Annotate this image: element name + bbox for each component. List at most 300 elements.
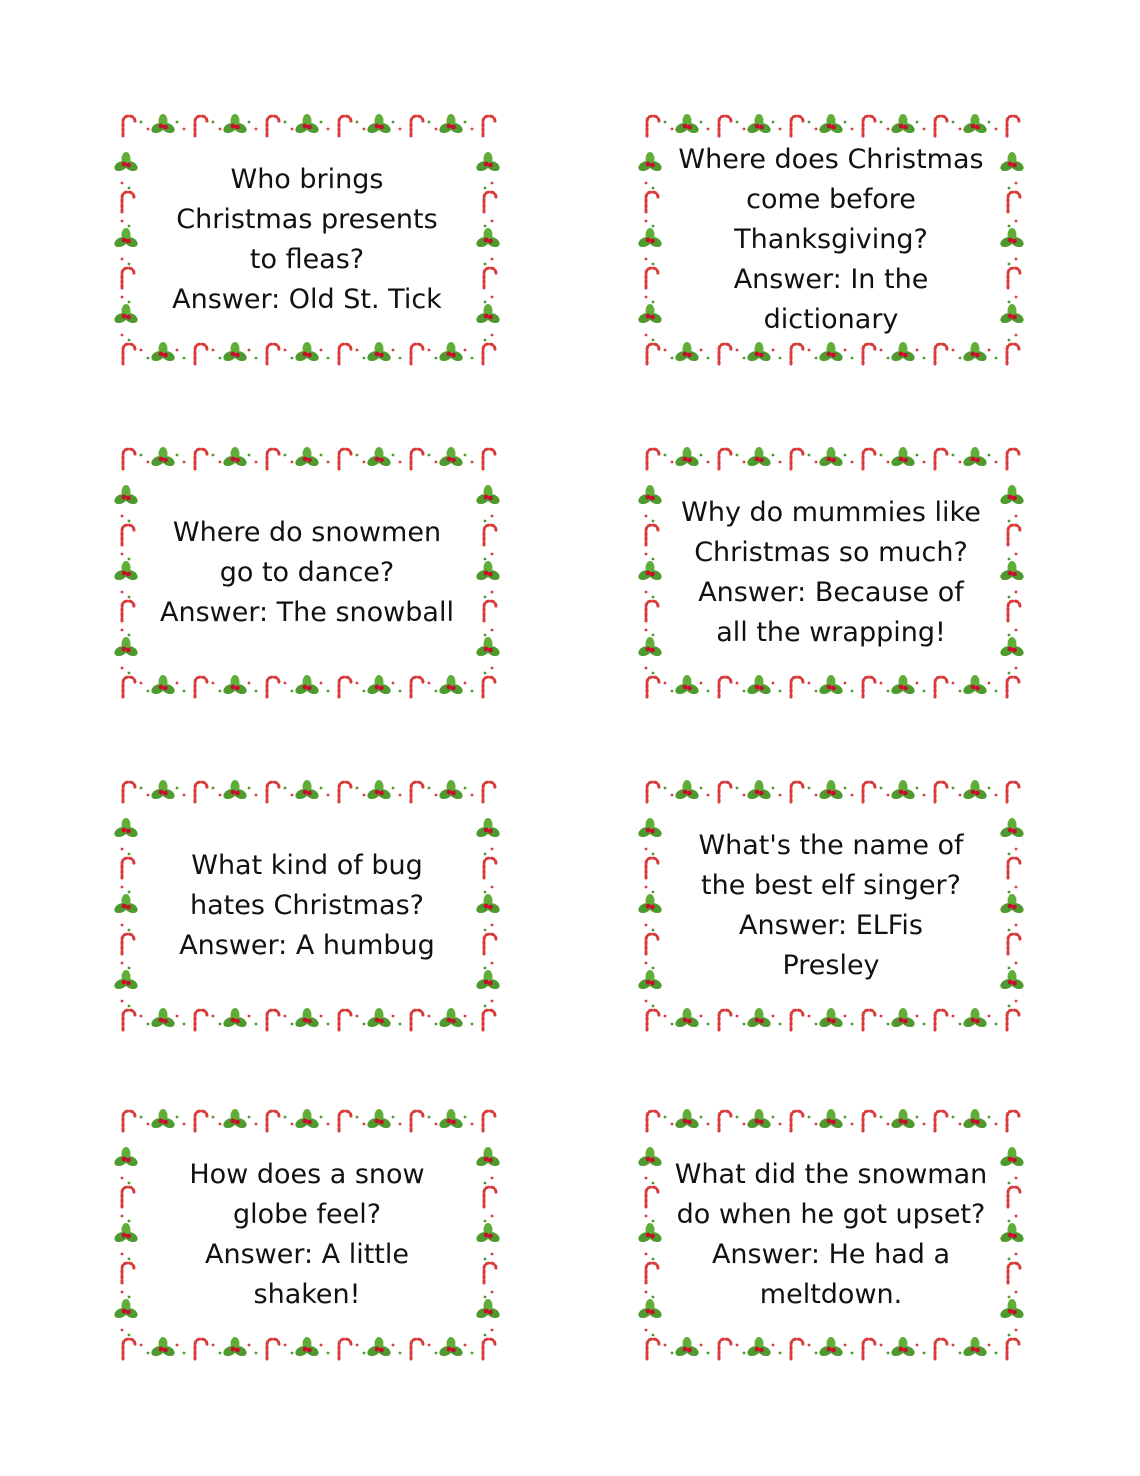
- riddle-line: come before: [746, 184, 916, 215]
- candy-cane-icon: [1008, 858, 1020, 878]
- dot-icon: [1015, 553, 1018, 556]
- dot-icon: [212, 787, 215, 790]
- dot-icon: [923, 1352, 926, 1355]
- dot-icon: [1015, 1000, 1018, 1003]
- dot-icon: [1015, 515, 1018, 518]
- dot-icon: [743, 690, 746, 693]
- candy-cane-icon: [647, 1339, 659, 1359]
- dot-icon: [284, 1015, 287, 1018]
- dot-icon: [645, 591, 648, 594]
- candy-cane-icon: [195, 1339, 207, 1359]
- holly-icon: [475, 818, 501, 839]
- candy-cane-icon: [484, 1187, 496, 1207]
- answer-line: Answer: Because of: [698, 577, 964, 608]
- holly-icon: [222, 342, 248, 363]
- dot-icon: [772, 1116, 775, 1119]
- dot-icon: [121, 182, 124, 185]
- dot-icon: [219, 1123, 222, 1126]
- dot-icon: [428, 1015, 431, 1018]
- dot-icon: [988, 1015, 991, 1018]
- dot-icon: [671, 357, 674, 360]
- dot-icon: [212, 682, 215, 685]
- dot-icon: [435, 690, 438, 693]
- dot-icon: [652, 1220, 655, 1223]
- dot-icon: [491, 962, 494, 965]
- candy-cane-icon: [791, 782, 803, 802]
- dot-icon: [248, 121, 251, 124]
- dot-icon: [707, 1023, 710, 1026]
- dot-icon: [808, 1116, 811, 1119]
- dot-icon: [128, 853, 131, 856]
- dot-icon: [255, 1352, 258, 1355]
- candy-cane-icon: [646, 934, 658, 954]
- dot-icon: [995, 357, 998, 360]
- answer-line: all the wrapping!: [716, 617, 946, 648]
- candy-cane-icon: [123, 782, 135, 802]
- holly-icon: [746, 780, 772, 801]
- holly-icon: [637, 152, 663, 173]
- dot-icon: [808, 682, 811, 685]
- candy-cane-icon: [791, 677, 803, 697]
- dot-icon: [815, 461, 818, 464]
- dot-icon: [916, 349, 919, 352]
- candy-cane-icon: [791, 116, 803, 136]
- candy-cane-icon: [122, 858, 134, 878]
- dot-icon: [183, 461, 186, 464]
- dot-icon: [1008, 1220, 1011, 1223]
- dot-icon: [743, 1123, 746, 1126]
- dot-icon: [484, 1182, 487, 1185]
- dot-icon: [121, 296, 124, 299]
- holly-icon: [113, 1147, 139, 1168]
- dot-icon: [916, 787, 919, 790]
- dot-icon: [887, 461, 890, 464]
- holly-icon: [366, 675, 392, 696]
- holly-icon: [113, 818, 139, 839]
- dot-icon: [808, 121, 811, 124]
- holly-icon: [113, 304, 139, 325]
- dot-icon: [844, 454, 847, 457]
- dot-icon: [1015, 334, 1018, 337]
- candy-cane-icon: [122, 525, 134, 545]
- dot-icon: [128, 1258, 131, 1261]
- riddle-line: go to dance?: [219, 557, 395, 588]
- dot-icon: [988, 121, 991, 124]
- holly-icon: [674, 114, 700, 135]
- dot-icon: [176, 121, 179, 124]
- answer-line: Answer: In the: [733, 264, 929, 295]
- holly-icon: [113, 1223, 139, 1244]
- candy-cane-icon: [791, 344, 803, 364]
- candy-cane-icon: [719, 677, 731, 697]
- dot-icon: [491, 182, 494, 185]
- dot-icon: [736, 1116, 739, 1119]
- riddle-line: What kind of bug: [191, 850, 423, 881]
- dot-icon: [645, 629, 648, 632]
- dot-icon: [147, 357, 150, 360]
- dot-icon: [121, 924, 124, 927]
- holly-icon: [222, 1008, 248, 1029]
- candy-cane-icon: [935, 782, 947, 802]
- holly-icon: [475, 1299, 501, 1320]
- candy-cane-icon: [1007, 344, 1019, 364]
- dot-icon: [851, 794, 854, 797]
- dot-icon: [291, 794, 294, 797]
- dot-icon: [1015, 1253, 1018, 1256]
- dot-icon: [851, 690, 854, 693]
- dot-icon: [652, 634, 655, 637]
- dot-icon: [1008, 1296, 1011, 1299]
- candy-cane-icon: [484, 268, 496, 288]
- dot-icon: [219, 1023, 222, 1026]
- dot-icon: [491, 886, 494, 889]
- dot-icon: [652, 1334, 655, 1337]
- dot-icon: [916, 121, 919, 124]
- holly-icon: [999, 561, 1025, 582]
- dot-icon: [491, 296, 494, 299]
- holly-icon: [475, 152, 501, 173]
- holly-icon: [222, 1109, 248, 1130]
- dot-icon: [128, 1220, 131, 1223]
- dot-icon: [392, 121, 395, 124]
- candy-cane-icon: [195, 449, 207, 469]
- dot-icon: [707, 1123, 710, 1126]
- candy-cane-icon: [339, 1010, 351, 1030]
- dot-icon: [1008, 187, 1011, 190]
- dot-icon: [356, 1344, 359, 1347]
- candy-cane-icon: [647, 782, 659, 802]
- holly-icon: [113, 1299, 139, 1320]
- holly-icon: [475, 637, 501, 658]
- dot-icon: [291, 461, 294, 464]
- holly-icon: [746, 447, 772, 468]
- dot-icon: [484, 1220, 487, 1223]
- dot-icon: [952, 682, 955, 685]
- holly-icon: [475, 970, 501, 991]
- holly-icon: [890, 1109, 916, 1130]
- dot-icon: [1015, 1291, 1018, 1294]
- dot-icon: [671, 128, 674, 131]
- riddle-card-2: [636, 110, 1026, 370]
- candy-cane-icon: [1007, 116, 1019, 136]
- dot-icon: [121, 1253, 124, 1256]
- dot-icon: [880, 787, 883, 790]
- dot-icon: [399, 1023, 402, 1026]
- dot-icon: [491, 924, 494, 927]
- answer-line: meltdown.: [759, 1279, 903, 1310]
- dot-icon: [121, 667, 124, 670]
- dot-icon: [428, 682, 431, 685]
- holly-icon: [999, 818, 1025, 839]
- dot-icon: [363, 1123, 366, 1126]
- dot-icon: [320, 1015, 323, 1018]
- candy-cane-icon: [1008, 1263, 1020, 1283]
- dot-icon: [248, 1344, 251, 1347]
- riddle-line: to fleas?: [249, 244, 365, 275]
- dot-icon: [128, 225, 131, 228]
- dot-icon: [988, 1116, 991, 1119]
- candy-cane-icon: [411, 344, 423, 364]
- dot-icon: [128, 1005, 131, 1008]
- dot-icon: [959, 690, 962, 693]
- candy-cane-icon: [719, 1339, 731, 1359]
- holly-icon: [150, 1109, 176, 1130]
- dot-icon: [652, 929, 655, 932]
- dot-icon: [140, 121, 143, 124]
- dot-icon: [652, 967, 655, 970]
- riddle-line: the best elf singer?: [701, 870, 961, 901]
- dot-icon: [959, 128, 962, 131]
- holly-icon: [438, 342, 464, 363]
- dot-icon: [652, 558, 655, 561]
- holly-icon: [999, 228, 1025, 249]
- dot-icon: [128, 672, 131, 675]
- dot-icon: [176, 349, 179, 352]
- dot-icon: [887, 794, 890, 797]
- dot-icon: [491, 667, 494, 670]
- candy-cane-icon: [863, 344, 875, 364]
- dot-icon: [1015, 667, 1018, 670]
- dot-icon: [988, 1344, 991, 1347]
- holly-icon: [674, 1337, 700, 1358]
- candy-cane-icon: [267, 1010, 279, 1030]
- riddle-text: [666, 473, 996, 673]
- riddle-line: hates Christmas?: [190, 890, 424, 921]
- dot-icon: [880, 121, 883, 124]
- riddle-line: Where do snowmen: [172, 517, 442, 548]
- dot-icon: [435, 1123, 438, 1126]
- candy-cane-icon: [719, 1010, 731, 1030]
- dot-icon: [491, 553, 494, 556]
- candy-cane-icon: [647, 1010, 659, 1030]
- dot-icon: [471, 1123, 474, 1126]
- dot-icon: [248, 682, 251, 685]
- dot-icon: [916, 1344, 919, 1347]
- dot-icon: [176, 682, 179, 685]
- dot-icon: [219, 1352, 222, 1355]
- candy-cane-icon: [267, 782, 279, 802]
- candy-cane-icon: [646, 268, 658, 288]
- holly-icon: [366, 1109, 392, 1130]
- dot-icon: [1008, 1005, 1011, 1008]
- candy-cane-icon: [267, 344, 279, 364]
- dot-icon: [248, 1015, 251, 1018]
- dot-icon: [736, 1015, 739, 1018]
- dot-icon: [212, 454, 215, 457]
- candy-cane-icon: [123, 1339, 135, 1359]
- candy-cane-icon: [646, 1263, 658, 1283]
- holly-icon: [890, 1008, 916, 1029]
- dot-icon: [183, 128, 186, 131]
- dot-icon: [356, 121, 359, 124]
- dot-icon: [327, 794, 330, 797]
- dot-icon: [363, 357, 366, 360]
- dot-icon: [959, 1352, 962, 1355]
- dot-icon: [471, 357, 474, 360]
- holly-icon: [438, 675, 464, 696]
- dot-icon: [291, 1123, 294, 1126]
- dot-icon: [959, 794, 962, 797]
- dot-icon: [645, 848, 648, 851]
- dot-icon: [471, 128, 474, 131]
- dot-icon: [772, 787, 775, 790]
- candy-cane-icon: [483, 449, 495, 469]
- dot-icon: [1015, 591, 1018, 594]
- dot-icon: [779, 1123, 782, 1126]
- dot-icon: [815, 794, 818, 797]
- dot-icon: [652, 672, 655, 675]
- riddle-text: [666, 140, 996, 340]
- candy-cane-icon: [935, 677, 947, 697]
- dot-icon: [707, 357, 710, 360]
- holly-icon: [890, 447, 916, 468]
- dot-icon: [284, 454, 287, 457]
- dot-icon: [772, 1015, 775, 1018]
- holly-icon: [113, 561, 139, 582]
- dot-icon: [484, 339, 487, 342]
- dot-icon: [147, 461, 150, 464]
- dot-icon: [844, 121, 847, 124]
- dot-icon: [140, 682, 143, 685]
- candy-cane-icon: [122, 1263, 134, 1283]
- dot-icon: [815, 357, 818, 360]
- dot-icon: [645, 1177, 648, 1180]
- candy-cane-icon: [484, 525, 496, 545]
- candy-cane-icon: [339, 1111, 351, 1131]
- dot-icon: [428, 454, 431, 457]
- dot-icon: [779, 690, 782, 693]
- candy-cane-icon: [484, 1263, 496, 1283]
- dot-icon: [1015, 296, 1018, 299]
- dot-icon: [1015, 1329, 1018, 1332]
- dot-icon: [645, 182, 648, 185]
- dot-icon: [671, 1023, 674, 1026]
- candy-cane-icon: [1007, 1339, 1019, 1359]
- dot-icon: [1015, 1215, 1018, 1218]
- candy-cane-icon: [647, 1111, 659, 1131]
- candy-cane-icon: [647, 344, 659, 364]
- dot-icon: [772, 349, 775, 352]
- candy-cane-icon: [339, 1339, 351, 1359]
- dot-icon: [887, 357, 890, 360]
- dot-icon: [428, 121, 431, 124]
- holly-icon: [818, 114, 844, 135]
- dot-icon: [923, 128, 926, 131]
- candy-cane-icon: [195, 1010, 207, 1030]
- holly-icon: [366, 1008, 392, 1029]
- dot-icon: [327, 128, 330, 131]
- dot-icon: [880, 349, 883, 352]
- dot-icon: [743, 794, 746, 797]
- dot-icon: [916, 682, 919, 685]
- dot-icon: [248, 787, 251, 790]
- holly-icon: [222, 1337, 248, 1358]
- riddle-card-8: [636, 1105, 1026, 1365]
- dot-icon: [128, 1296, 131, 1299]
- dot-icon: [743, 1352, 746, 1355]
- dot-icon: [255, 461, 258, 464]
- dot-icon: [147, 1123, 150, 1126]
- dot-icon: [652, 891, 655, 894]
- holly-icon: [294, 780, 320, 801]
- dot-icon: [399, 128, 402, 131]
- dot-icon: [1008, 929, 1011, 932]
- holly-icon: [366, 447, 392, 468]
- dot-icon: [743, 357, 746, 360]
- holly-icon: [818, 1109, 844, 1130]
- dot-icon: [176, 1015, 179, 1018]
- dot-icon: [219, 690, 222, 693]
- dot-icon: [183, 1123, 186, 1126]
- dot-icon: [645, 924, 648, 927]
- dot-icon: [808, 1344, 811, 1347]
- dot-icon: [147, 1023, 150, 1026]
- holly-icon: [890, 780, 916, 801]
- dot-icon: [491, 1253, 494, 1256]
- dot-icon: [664, 349, 667, 352]
- holly-icon: [999, 1223, 1025, 1244]
- dot-icon: [363, 690, 366, 693]
- holly-icon: [637, 970, 663, 991]
- dot-icon: [327, 1352, 330, 1355]
- dot-icon: [363, 1023, 366, 1026]
- dot-icon: [952, 349, 955, 352]
- candy-cane-icon: [1008, 192, 1020, 212]
- dot-icon: [291, 357, 294, 360]
- dot-icon: [435, 357, 438, 360]
- dot-icon: [995, 1123, 998, 1126]
- dot-icon: [320, 454, 323, 457]
- dot-icon: [140, 454, 143, 457]
- riddle-text: [142, 140, 472, 340]
- riddle-text: [666, 1135, 996, 1335]
- dot-icon: [128, 558, 131, 561]
- dot-icon: [645, 1253, 648, 1256]
- candy-cane-icon: [195, 116, 207, 136]
- dot-icon: [808, 454, 811, 457]
- dot-icon: [1008, 225, 1011, 228]
- dot-icon: [140, 1344, 143, 1347]
- candy-cane-icon: [339, 116, 351, 136]
- holly-icon: [890, 342, 916, 363]
- candy-cane-icon: [646, 1187, 658, 1207]
- dot-icon: [255, 690, 258, 693]
- dot-icon: [959, 1123, 962, 1126]
- dot-icon: [671, 1352, 674, 1355]
- candy-cane-icon: [267, 677, 279, 697]
- answer-line: Answer: ELFis: [739, 910, 923, 941]
- candy-cane-icon: [719, 116, 731, 136]
- candy-cane-icon: [1007, 1111, 1019, 1131]
- dot-icon: [327, 461, 330, 464]
- dot-icon: [645, 1215, 648, 1218]
- dot-icon: [428, 1116, 431, 1119]
- dot-icon: [491, 848, 494, 851]
- dot-icon: [121, 629, 124, 632]
- holly-icon: [294, 114, 320, 135]
- dot-icon: [664, 1116, 667, 1119]
- dot-icon: [1015, 220, 1018, 223]
- dot-icon: [471, 1023, 474, 1026]
- dot-icon: [851, 461, 854, 464]
- dot-icon: [887, 128, 890, 131]
- dot-icon: [428, 1344, 431, 1347]
- dot-icon: [1015, 1177, 1018, 1180]
- dot-icon: [435, 1023, 438, 1026]
- holly-icon: [438, 447, 464, 468]
- dot-icon: [707, 794, 710, 797]
- dot-icon: [248, 454, 251, 457]
